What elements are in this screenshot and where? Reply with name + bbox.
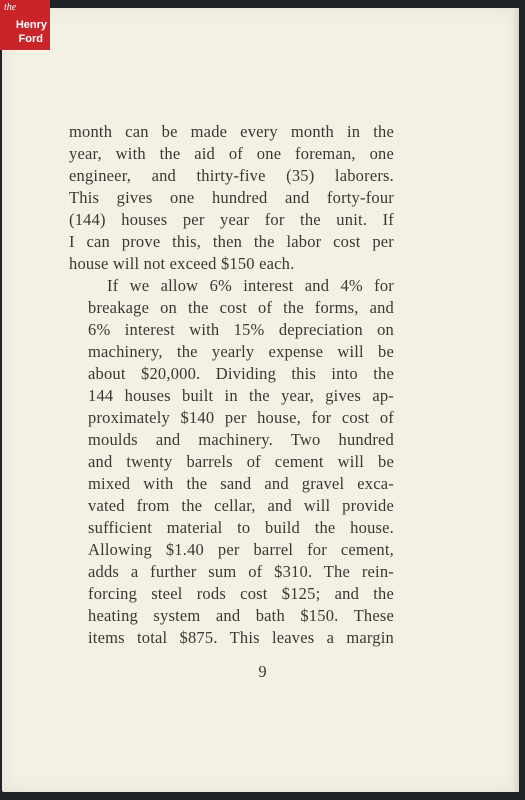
text-line: proximately $140 per house, for cost of [88,408,394,427]
text-line: 6% interest with 15% depreciation on [88,320,394,339]
text-line: year, with the aid of one foreman, one [69,144,394,163]
logo-the-text: the [4,2,17,13]
text-line: machinery, the yearly expense will be [88,342,394,361]
text-line: forcing steel rods cost $125; and the [88,584,394,603]
text-line: mixed with the sand and gravel exca- [88,474,394,493]
text-line: moulds and machinery. Two hundred [88,430,394,449]
text-line: breakage on the cost of the forms, and [88,298,394,317]
text-line: heating system and bath $150. These [88,606,394,625]
page-text [69,121,394,649]
page-number: 9 [258,662,267,681]
logo-henry-text: Henry [15,19,47,31]
text-line: house will not exceed $150 each. [69,254,295,273]
text-line: and twenty barrels of cement will be [88,452,394,471]
text-line: month can be made every month in the [69,122,394,141]
text-line: (144) houses per year for the unit. If [69,210,394,229]
logo-ford-text: Ford [18,33,43,45]
paragraph-1 [69,121,394,275]
henry-ford-logo [0,0,50,50]
text-line: I can prove this, then the labor cost per [69,232,394,251]
text-line: This gives one hundred and forty-four [69,188,394,207]
text-line: Allowing $1.40 per barrel for cement, [88,540,394,559]
text-line: items total $875. This leaves a margin [88,628,394,647]
text-line: about $20,000. Dividing this into the [88,364,394,383]
text-line: adds a further sum of $310. The rein- [88,562,394,581]
text-line: sufficient material to build the house. [88,518,394,537]
text-line: engineer, and thirty-five (35) laborers. [69,166,394,185]
text-line: If we allow 6% interest and 4% for [107,276,394,295]
text-line: 144 houses built in the year, gives ap- [88,386,394,405]
paragraph-2 [69,275,394,649]
text-line: vated from the cellar, and will provide [88,496,394,515]
